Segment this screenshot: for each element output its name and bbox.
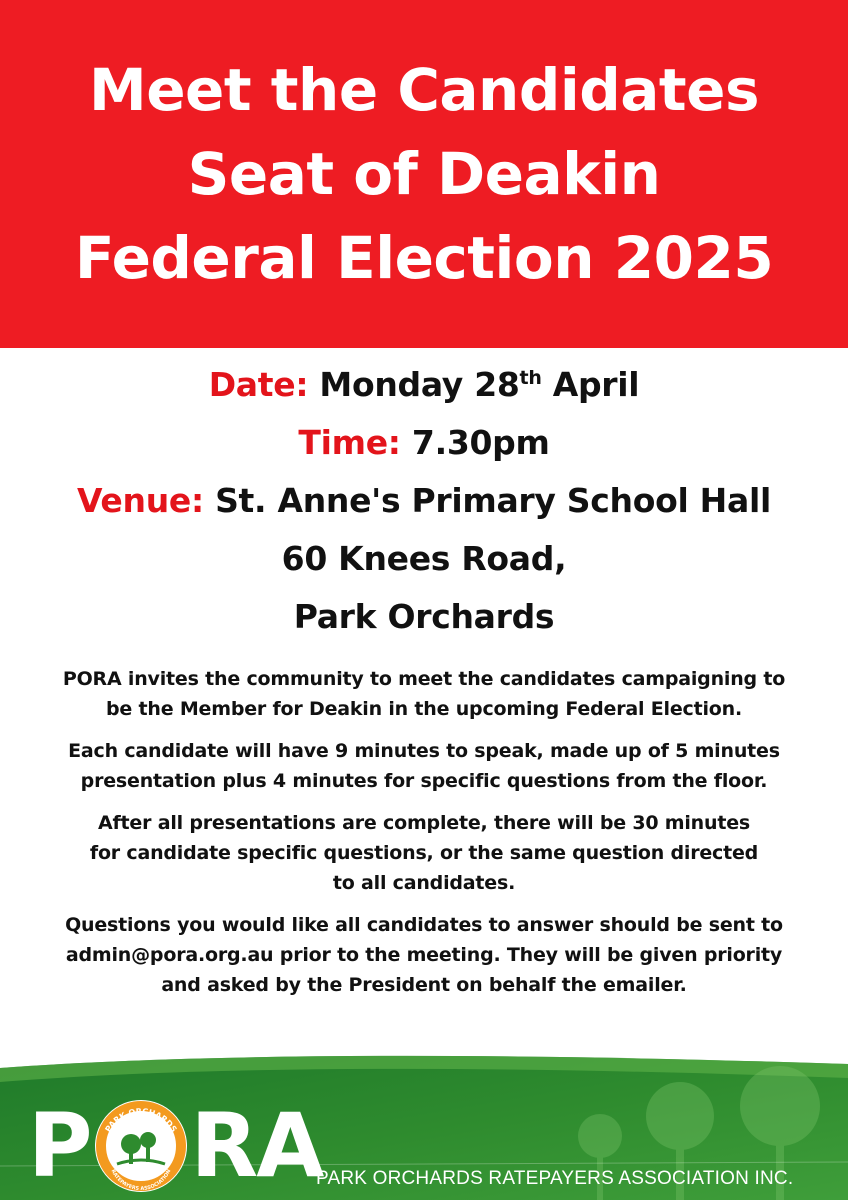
- submit-questions-paragraph: Questions you would like all candidates to answer should be sent to admin@pora.org.au prior to the meeting. They will be given priority and asked by the President on behalf the emailer.: [0, 910, 848, 1000]
- date-suffix: th: [519, 367, 542, 389]
- date-label: Date:: [208, 365, 309, 404]
- emblem-bottom-text: RATEPAYERS ASSOCIATION: [109, 1168, 172, 1193]
- logo-letter-p: P: [28, 1094, 91, 1197]
- emblem-graphic: [93, 1098, 189, 1194]
- venue-value: St. Anne's Primary School Hall: [215, 481, 771, 520]
- title-banner: [0, 0, 848, 348]
- address-line-1: 60 Knees Road,: [281, 539, 567, 578]
- date-value: Monday 28th April: [319, 365, 640, 404]
- time-row: [0, 414, 848, 472]
- venue-row: [0, 472, 848, 530]
- email-address-line: admin@pora.org.au prior to the meeting. They will be given priority: [65, 944, 783, 966]
- venue-label: Venue:: [77, 481, 204, 520]
- logo-letters-ra: RA: [190, 1094, 323, 1197]
- time-label: Time:: [298, 423, 401, 462]
- time-value: 7.30pm: [411, 423, 550, 462]
- speaking-time-paragraph: Each candidate will have 9 minutes to speak, made up of 5 minutes presentation plus 4 minutes for specific questions from the floor.: [68, 740, 780, 792]
- park-orchards-emblem: [93, 1098, 189, 1194]
- date-row: [0, 356, 848, 414]
- emblem-arc-text: PARK ORCHARDS: [102, 1106, 179, 1134]
- event-description: [0, 664, 848, 1012]
- title-line-1: Meet the Candidates: [89, 56, 759, 124]
- title-line-3: Federal Election 2025: [74, 224, 774, 292]
- address-line-2: Park Orchards: [293, 597, 555, 636]
- event-details: [0, 356, 848, 646]
- title-line-2: Seat of Deakin: [187, 140, 661, 208]
- association-name: PARK ORCHARDS RATEPAYERS ASSOCIATION INC.: [316, 1168, 794, 1189]
- question-time-paragraph: After all presentations are complete, there will be 30 minutes for candidate specific questions, or the same question directed to all candidates.: [89, 812, 759, 894]
- pora-logo: [28, 1094, 323, 1197]
- invite-paragraph: PORA invites the community to meet the candidates campaigning to be the Member for Deakin in the upcoming Federal Election.: [62, 668, 786, 720]
